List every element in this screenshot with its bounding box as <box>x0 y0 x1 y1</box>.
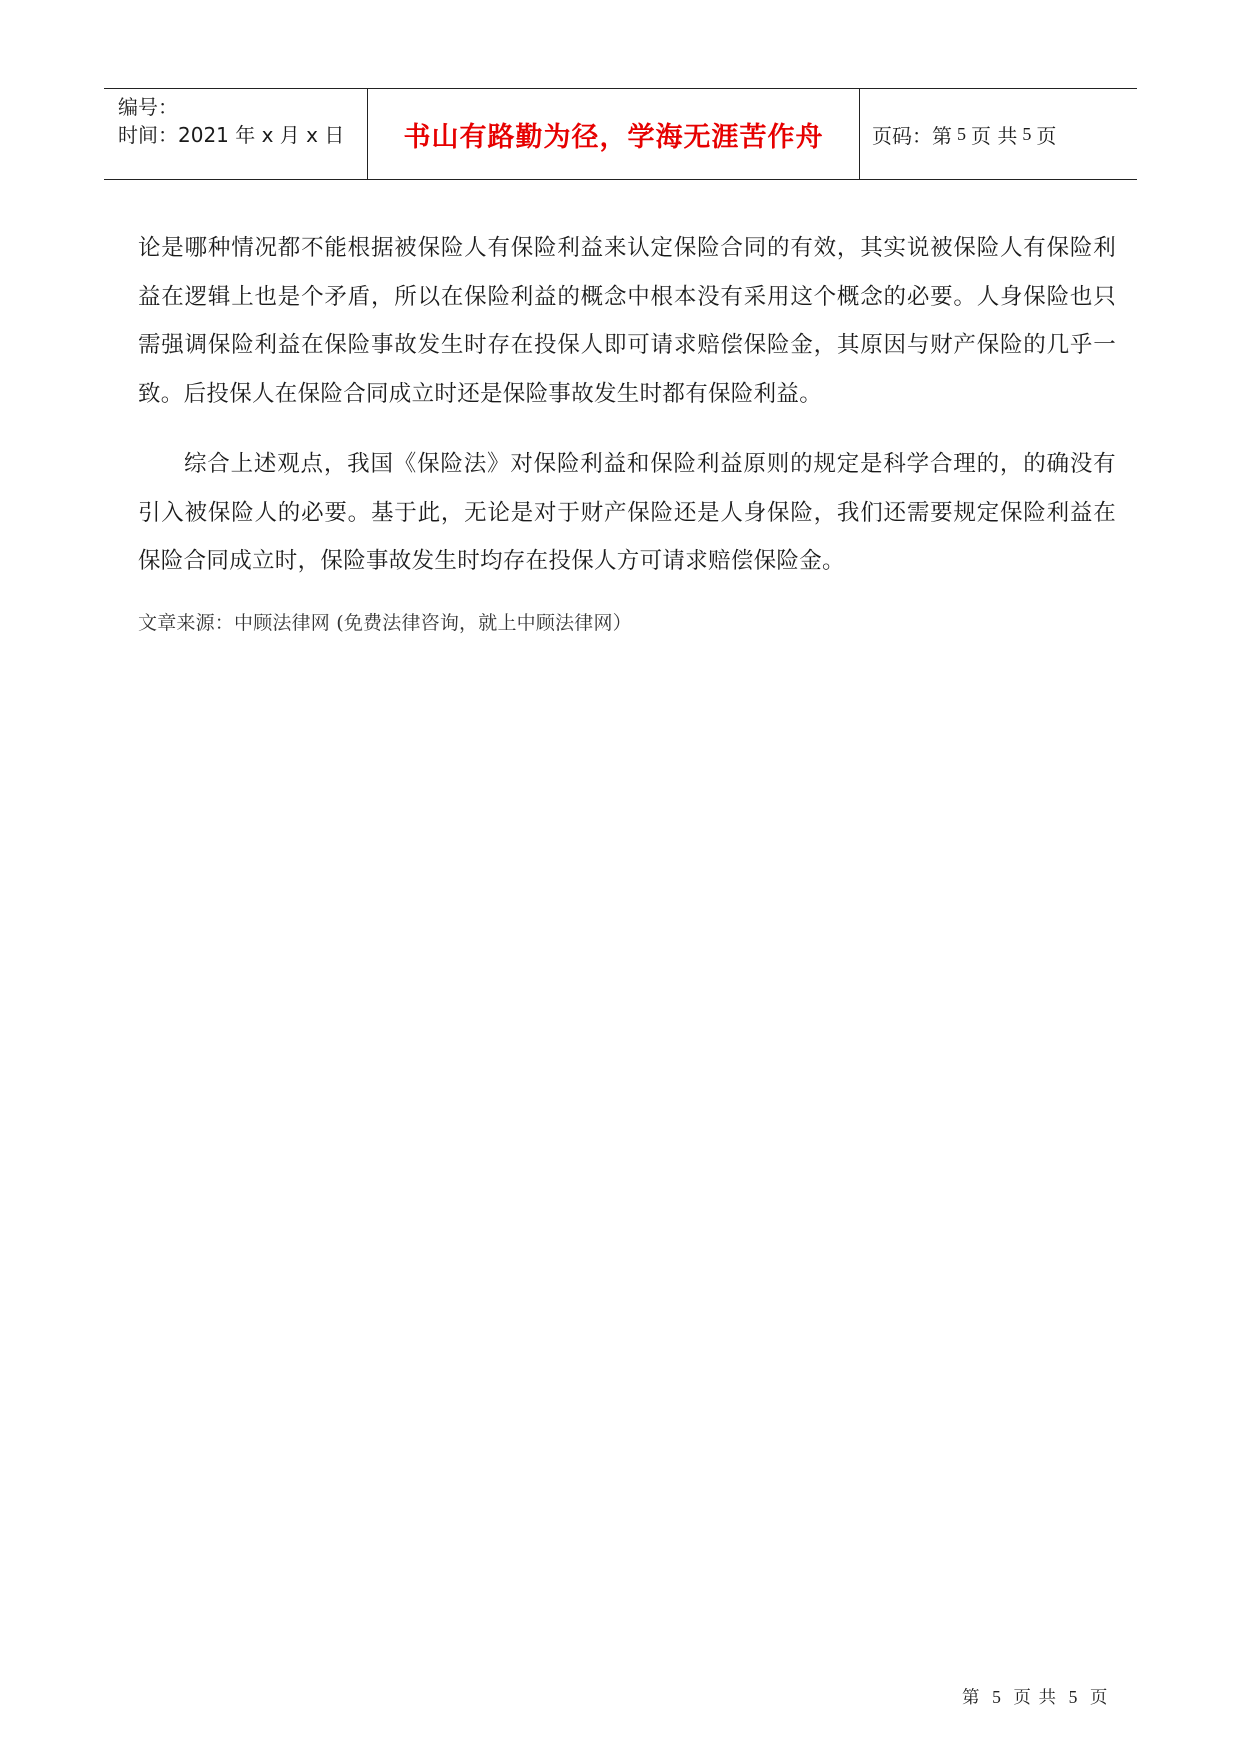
footer-prefix: 第 <box>962 1688 981 1708</box>
page-total: 5 <box>1022 123 1032 144</box>
footer-mid: 页 共 <box>1013 1688 1057 1708</box>
page-header <box>104 88 1137 180</box>
page-suffix: 页 <box>1036 123 1057 148</box>
page-current: 5 <box>957 123 966 144</box>
paragraph-2: 综合上述观点，我国《保险法》对保险利益和保险利益原则的规定是科学合理的，的确没有引入被保险人的必要。基于此，无论是对于财产保险还是人身保险，我们还需要规定保险利益在保险合同成立时，保险事故发生时均存在投保人方可请求赔偿保险金。 <box>138 451 1116 574</box>
header-meta <box>104 89 368 179</box>
source-note: 文章来源：中顾法律网 (免费法律咨询，就上中顾法律网） <box>138 611 632 634</box>
paragraph-1: 论是哪种情况都不能根据被保险人有保险利益来认定保险合同的有效，其实说被保险人有保险利益在逻辑上也是个矛盾，所以在保险利益的概念中根本没有采用这个概念的必要。人身保险也只需强调保险利益在保险事故发生时存在投保人即可请求赔偿保险金，其原因与财产保险的几乎一致。后投保人在保险合同成立时还是保险事故发生时都有保险利益。 <box>138 235 1116 407</box>
document-number-label: 编号： <box>118 95 178 119</box>
header-page-info <box>860 89 1137 179</box>
footer-current: 5 <box>992 1687 1002 1707</box>
footer-suffix: 页 <box>1089 1688 1109 1708</box>
page-footer <box>962 1684 1108 1709</box>
page-mid: 页 共 <box>971 123 1018 148</box>
page-prefix: 页码：第 <box>872 123 952 148</box>
document-time: 时间：2021 年 x 月 x 日 <box>118 123 345 147</box>
footer-total: 5 <box>1068 1687 1079 1707</box>
document-body <box>138 224 1116 635</box>
header-motto: 书山有路勤为径，学海无涯苦作舟 <box>368 89 860 179</box>
